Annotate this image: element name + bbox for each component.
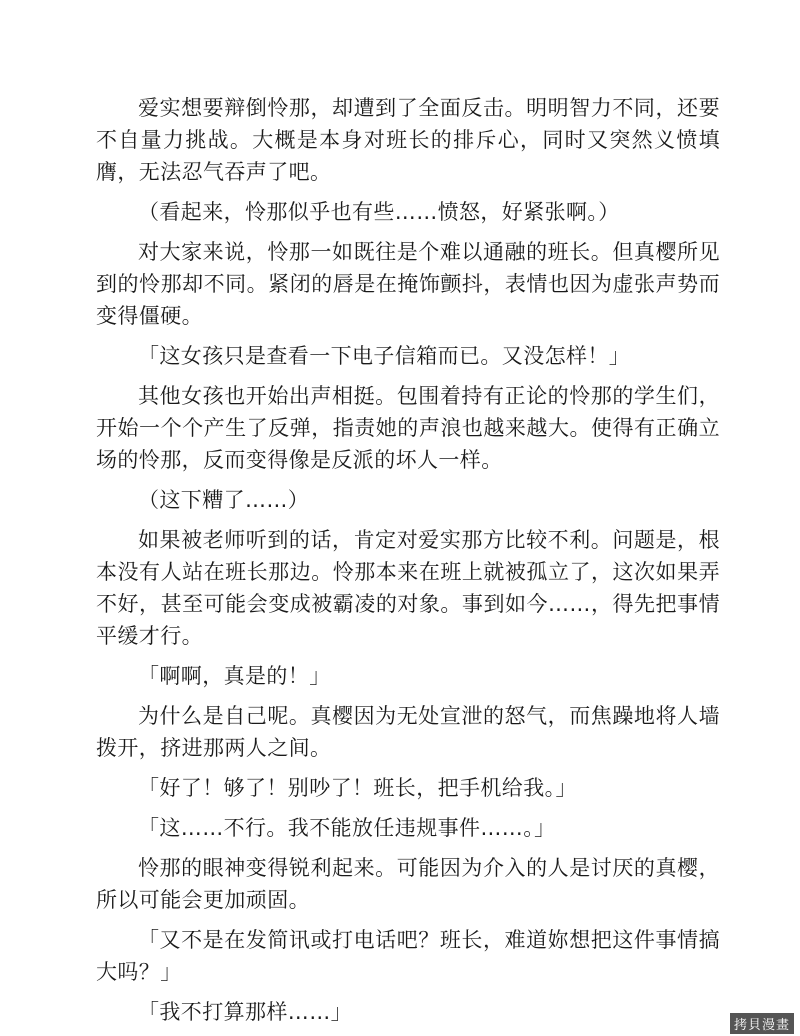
paragraph: 「我不打算那样……」	[138, 1000, 352, 1024]
paragraph: 为什么是自己呢。真樱因为无处宣泄的怒气，而焦躁地将人墙拨开，挤进那两人之间。	[96, 704, 720, 760]
paragraph: 「又不是在发简讯或打电话吧？班长，难道妳想把这件事情搞大吗？」	[96, 928, 720, 984]
paragraph: 「这女孩只是查看一下电子信箱而已。又没怎样！」	[138, 344, 631, 368]
paragraph: 爱实想要辩倒怜那，却遭到了全面反击。明明智力不同，还要不自量力挑战。大概是本身对班长的排斥心，同时又突然义愤填膺，无法忍气吞声了吧。	[96, 96, 720, 184]
paragraph: （这下糟了……）	[138, 488, 310, 512]
paragraph: 「这……不行。我不能放任违规事件……。」	[138, 816, 556, 840]
paragraph: 如果被老师听到的话，肯定对爱实那方比较不利。问题是，根本没有人站在班长那边。怜那本来在班上就被孤立了，这次如果弄不好，甚至可能会变成被霸凌的对象。事到如今……，得先把事情平缓才行。	[96, 528, 720, 648]
watermark-label: 拷貝漫畫	[730, 1013, 794, 1034]
paragraph: 其他女孩也开始出声相挺。包围着持有正论的怜那的学生们，开始一个个产生了反弹，指责她的声浪也越来越大。使得有正确立场的怜那，反而变得像是反派的坏人一样。	[96, 384, 720, 472]
paragraph: 「啊啊，真是的！」	[138, 664, 331, 688]
paragraph: 「好了！够了！别吵了！班长，把手机给我。」	[138, 776, 577, 800]
paragraph: 对大家来说，怜那一如既往是个难以通融的班长。但真樱所见到的怜那却不同。紧闭的唇是在掩饰颤抖，表情也因为虚张声势而变得僵硬。	[96, 240, 720, 328]
paragraph: 怜那的眼神变得锐利起来。可能因为介入的人是讨厌的真樱，所以可能会更加顽固。	[96, 856, 720, 912]
paragraph: （看起来，怜那似乎也有些……愤怒，好紧张啊。）	[138, 200, 620, 224]
text-page	[96, 92, 720, 1036]
